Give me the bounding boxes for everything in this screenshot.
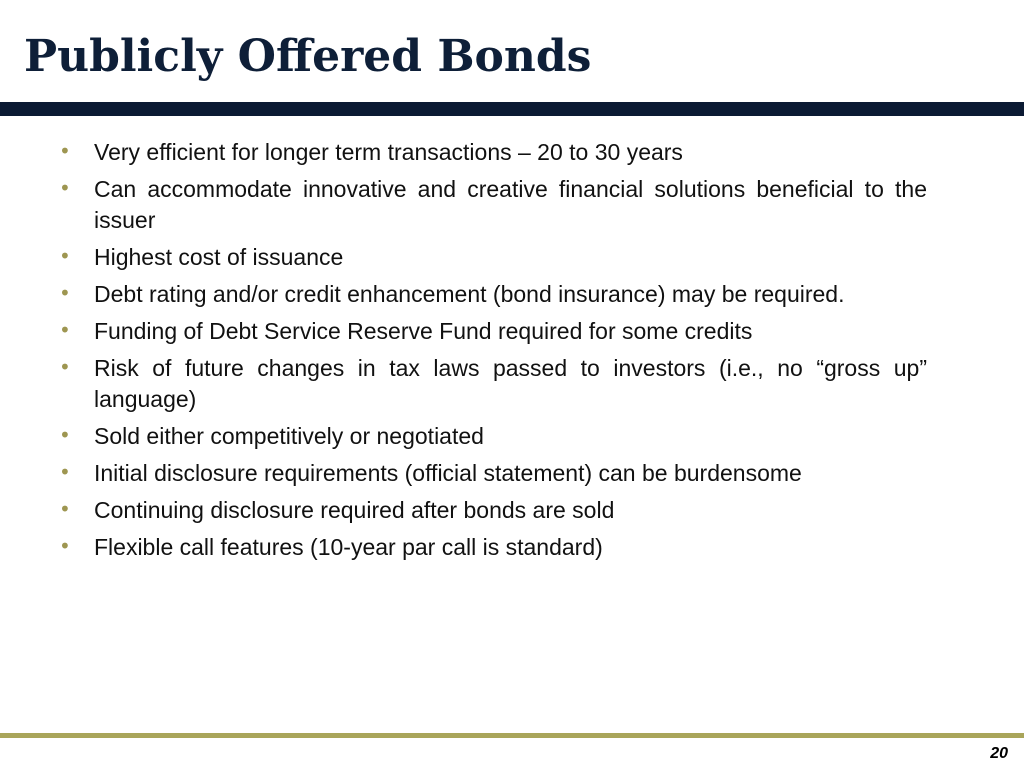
bullet-icon: • [59,497,71,521]
bullet-text: Very efficient for longer term transactions – 20 to 30 years [94,139,683,165]
bullet-item [55,137,927,168]
bullet-item [55,421,927,452]
bullet-list [55,137,927,569]
bullet-text: Funding of Debt Service Reserve Fund required for some credits [94,318,753,344]
bullet-text: Initial disclosure requirements (official statement) can be burdensome [94,460,802,486]
bullet-text: Debt rating and/or credit enhancement (bond insurance) may be required. [94,281,845,307]
bullet-text: Flexible call features (10-year par call is standard) [94,534,603,560]
bullet-icon: • [59,139,71,163]
bullet-item [55,242,927,273]
bullet-icon: • [59,460,71,484]
bullet-icon: • [59,176,71,200]
bullet-item [55,532,927,563]
footer-divider [0,733,1024,738]
bullet-icon: • [59,534,71,558]
bullet-item [55,495,927,526]
bullet-icon: • [59,318,71,342]
bullet-text: Risk of future changes in tax laws passed to investors (i.e., no “gross up” language) [94,355,927,412]
bullet-icon: • [59,281,71,305]
bullet-icon: • [59,423,71,447]
bullet-item [55,458,927,489]
bullet-text: Sold either competitively or negotiated [94,423,484,449]
bullet-item [55,279,927,310]
bullet-icon: • [59,244,71,268]
bullet-item [55,316,927,347]
bullet-icon: • [59,355,71,379]
bullet-item [55,174,927,236]
bullet-text: Continuing disclosure required after bonds are sold [94,497,615,523]
page-number: 20 [990,745,1008,762]
bullet-text: Can accommodate innovative and creative financial solutions beneficial to the issuer [94,176,927,233]
title-divider [0,102,1024,116]
slide-title: Publicly Offered Bonds [24,31,592,82]
bullet-text: Highest cost of issuance [94,244,344,270]
bullet-item [55,353,927,415]
